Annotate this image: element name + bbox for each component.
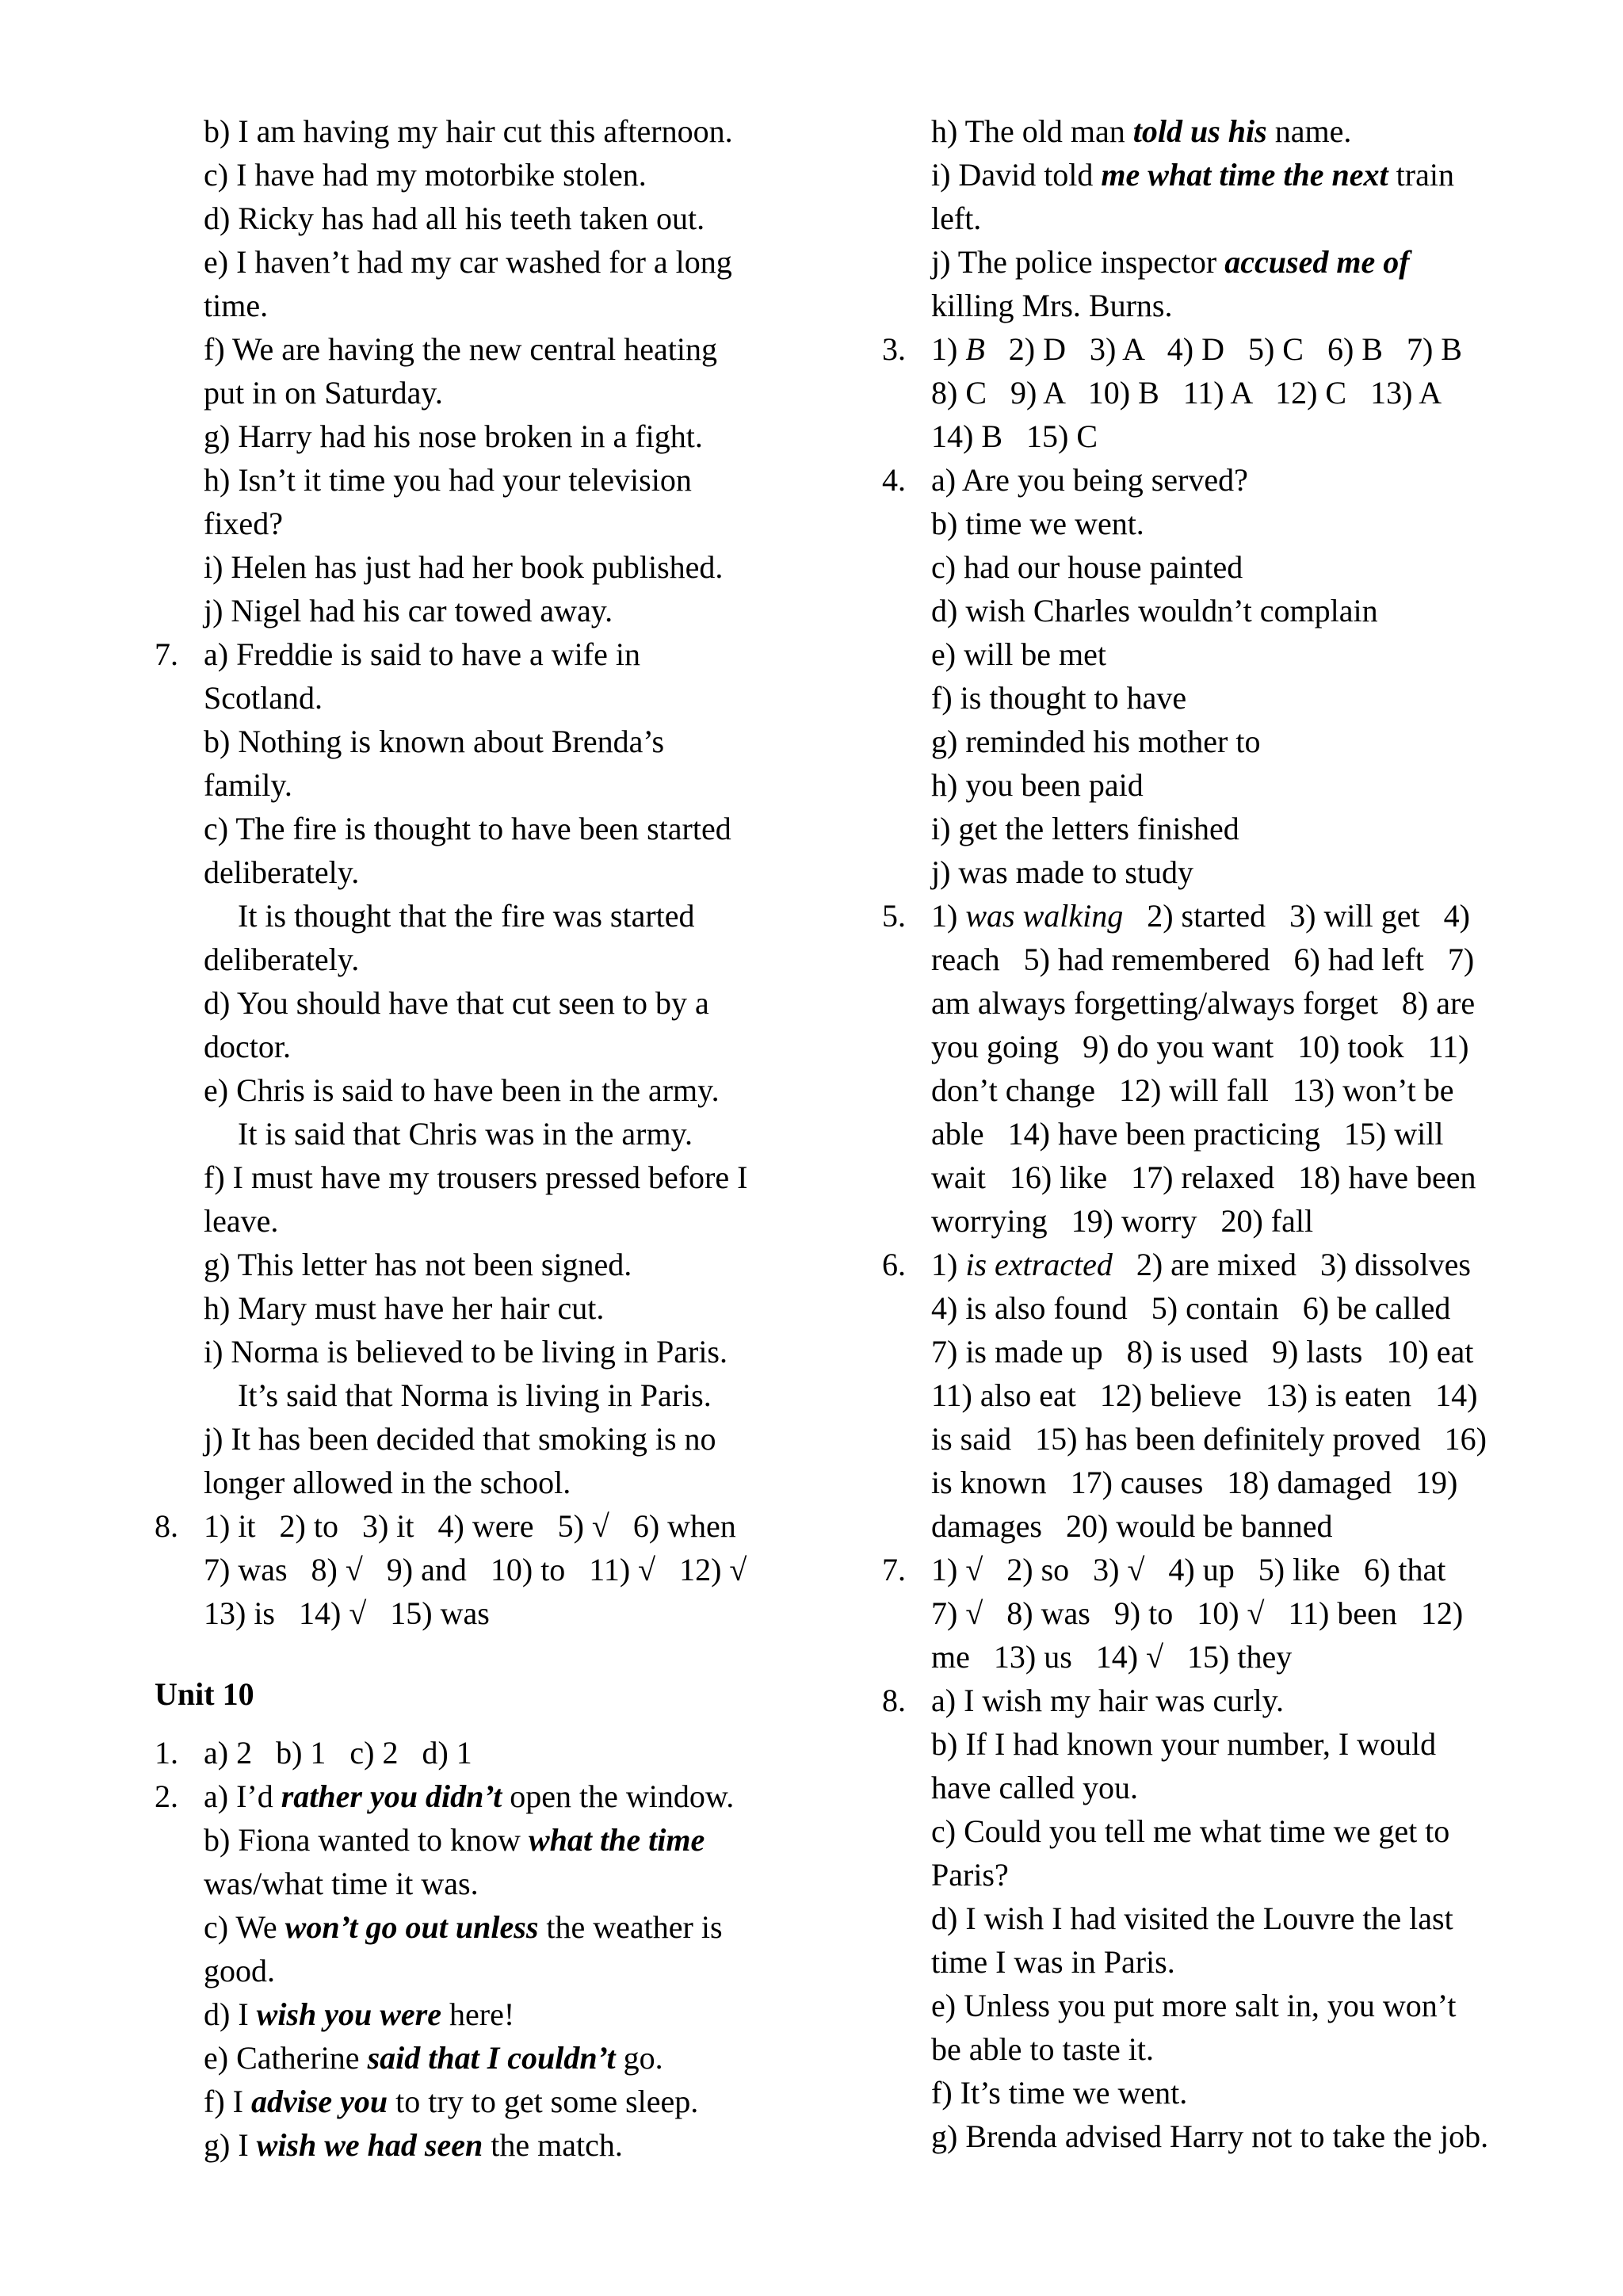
answer-line: doctor. xyxy=(204,1029,291,1064)
answer-text: i) David told xyxy=(931,157,1102,193)
answer-line: family. xyxy=(204,767,292,803)
answer-line xyxy=(882,894,1532,938)
answer-line xyxy=(155,1731,796,1775)
answer-key-phrase: me what time the next xyxy=(1101,157,1388,193)
left-column xyxy=(155,109,796,2167)
answer-line: c) had our house painted xyxy=(931,549,1243,585)
answer-line: put in on Saturday. xyxy=(204,375,443,411)
answer-text: j) The police inspector xyxy=(931,244,1225,280)
answer-text: here! xyxy=(441,1996,515,2032)
answer-line: time I was in Paris. xyxy=(931,1944,1175,1980)
unit10-exercise-1 xyxy=(155,1731,796,1775)
answer-line: me 13) us 14) √ 15) they xyxy=(931,1639,1293,1675)
answer-line: was/what time it was. xyxy=(204,1866,479,1901)
answer-line: f) is thought to have xyxy=(931,680,1187,716)
answer-text: a) I wish my hair was curly. xyxy=(931,1683,1285,1718)
answer-text: e) Catherine xyxy=(204,2040,368,2076)
answer-line: d) I wish I had visited the Louvre the last xyxy=(931,1901,1453,1936)
answer-text: 1) √ 2) so 3) √ 4) up 5) like 6) that xyxy=(931,1552,1446,1587)
answer-line: fixed? xyxy=(204,506,283,541)
answer-line: worrying 19) worry 20) fall xyxy=(931,1203,1314,1239)
answer-text: to try to get some sleep. xyxy=(388,2084,699,2119)
answer-line: wait 16) like 17) relaxed 18) have been xyxy=(931,1159,1476,1195)
answer-line: 7) √ 8) was 9) to 10) √ 11) been 12) xyxy=(931,1595,1464,1631)
answer-line: 7) was 8) √ 9) and 10) to 11) √ 12) √ xyxy=(204,1552,747,1587)
exercise-number: 8. xyxy=(882,1683,906,1718)
answer-line: i) Norma is believed to be living in Paris. xyxy=(204,1334,727,1370)
answer-line: j) It has been decided that smoking is no xyxy=(204,1421,716,1457)
answer-line: f) We are having the new central heating xyxy=(204,331,717,367)
answer-line-alt: It is thought that the fire was started xyxy=(238,898,695,934)
answer-line: you going 9) do you want 10) took 11) xyxy=(931,1029,1469,1064)
answer-line: i) get the letters finished xyxy=(931,811,1239,846)
answer-key-phrase: said that I couldn’t xyxy=(367,2040,616,2076)
answer-line xyxy=(155,1905,796,1949)
answer-line: left. xyxy=(931,201,982,236)
exercise-number: 6. xyxy=(882,1247,906,1282)
answer-line: is known 17) causes 18) damaged 19) xyxy=(931,1465,1458,1500)
answer-line: 14) B 15) C xyxy=(931,418,1098,454)
answer-line: don’t change 12) will fall 13) won’t be xyxy=(931,1072,1454,1108)
answer-text: the match. xyxy=(483,2127,623,2163)
answer-line xyxy=(882,153,1532,197)
answer-line: deliberately. xyxy=(204,854,360,890)
answer-line: 4) is also found 5) contain 6) be called xyxy=(931,1290,1451,1326)
answer-key-phrase: won’t go out unless xyxy=(285,1909,539,1945)
answer-line: am always forgetting/always forget 8) are xyxy=(931,985,1476,1021)
answer-line: c) I have had my motorbike stolen. xyxy=(204,157,647,193)
answer-line: e) I haven’t had my car washed for a long xyxy=(204,244,732,280)
answer-line: reach 5) had remembered 6) had left 7) xyxy=(931,942,1475,977)
answer-line: g) Brenda advised Harry not to take the job. xyxy=(931,2118,1489,2154)
answer-text: 1) xyxy=(931,898,966,934)
answer-line: 8) C 9) A 10) B 11) A 12) C 13) A xyxy=(931,375,1442,411)
answer-line-alt: It’s said that Norma is living in Paris. xyxy=(238,1377,712,1413)
answer-key-phrase: accused me of xyxy=(1224,244,1410,280)
answer-line: have called you. xyxy=(931,1770,1138,1805)
answer-line: b) I am having my hair cut this afternoon. xyxy=(204,113,733,149)
answer-line xyxy=(882,240,1532,284)
answer-line: longer allowed in the school. xyxy=(204,1465,571,1500)
example-answer: was walking xyxy=(965,898,1124,934)
unit10-exercise-2 xyxy=(155,1775,796,2167)
answer-text: 1) it 2) to 3) it 4) were 5) √ 6) when xyxy=(204,1508,736,1544)
answer-line: c) Could you tell me what time we get to xyxy=(931,1813,1450,1849)
exercise-number: 1. xyxy=(155,1735,178,1771)
answer-line: j) was made to study xyxy=(931,854,1194,890)
right-column xyxy=(882,109,1532,2158)
answer-line: leave. xyxy=(204,1203,279,1239)
answer-line xyxy=(155,1775,796,1818)
unit10-exercise-8 xyxy=(882,1679,1532,2158)
answer-text: a) 2 b) 1 c) 2 d) 1 xyxy=(204,1735,472,1771)
unit10-exercise-4 xyxy=(882,458,1532,894)
answer-line: h) Isn’t it time you had your television xyxy=(204,462,692,498)
exercise-number: 5. xyxy=(882,898,906,934)
answer-text: a) I’d xyxy=(204,1778,281,1814)
answer-line: d) You should have that cut seen to by a xyxy=(204,985,709,1021)
answer-line xyxy=(155,2080,796,2123)
answer-line: d) wish Charles wouldn’t complain xyxy=(931,593,1378,628)
answer-line: i) Helen has just had her book published. xyxy=(204,549,724,585)
unit10-exercise-2-continued xyxy=(882,109,1532,327)
answer-line: b) If I had known your number, I would xyxy=(931,1726,1437,1762)
answer-line: d) Ricky has had all his teeth taken out. xyxy=(204,201,705,236)
answer-text: c) We xyxy=(204,1909,285,1945)
answer-text: 2) started 3) will get 4) xyxy=(1123,898,1470,934)
exercise-number: 8. xyxy=(155,1508,178,1544)
answer-line: Paris? xyxy=(931,1857,1009,1893)
example-answer: is extracted xyxy=(965,1247,1113,1282)
answer-line xyxy=(155,1504,796,1548)
exercise-8 xyxy=(155,1504,796,1635)
answer-text: train xyxy=(1388,157,1454,193)
answer-line: 11) also eat 12) believe 13) is eaten 14) xyxy=(931,1377,1478,1413)
answer-line: is said 15) has been definitely proved 16) xyxy=(931,1421,1487,1457)
answer-line: be able to taste it. xyxy=(931,2031,1155,2067)
answer-text: b) Fiona wanted to know xyxy=(204,1822,529,1858)
answer-line: time. xyxy=(204,288,269,323)
answer-text: f) I xyxy=(204,2084,251,2119)
answer-text: 2) D 3) A 4) D 5) C 6) B 7) B xyxy=(984,331,1462,367)
exercise-number: 7. xyxy=(882,1552,906,1587)
answer-line: good. xyxy=(204,1953,275,1988)
answer-line xyxy=(155,2036,796,2080)
unit10-exercise-7 xyxy=(882,1548,1532,1679)
answer-line: e) Chris is said to have been in the army. xyxy=(204,1072,720,1108)
answer-key-phrase: advise you xyxy=(250,2084,388,2119)
unit10-exercise-6 xyxy=(882,1243,1532,1548)
answer-text: d) I xyxy=(204,1996,257,2032)
answer-text: name. xyxy=(1266,113,1352,149)
answer-line: e) will be met xyxy=(931,636,1107,672)
answer-line-alt: It is said that Chris was in the army. xyxy=(238,1116,693,1152)
answer-text: the weather is xyxy=(538,1909,723,1945)
answer-line: f) I must have my trousers pressed before I xyxy=(204,1159,748,1195)
answer-text: g) I xyxy=(204,2127,257,2163)
spacer xyxy=(155,1635,796,1672)
answer-line: g) Harry had his nose broken in a fight. xyxy=(204,418,703,454)
answer-text: 1) xyxy=(931,1247,966,1282)
answer-line xyxy=(882,1243,1532,1286)
answer-line xyxy=(155,2123,796,2167)
answer-line xyxy=(155,1992,796,2036)
answer-text: h) The old man xyxy=(931,113,1133,149)
unit10-exercise-3 xyxy=(882,327,1532,458)
answer-line xyxy=(155,1818,796,1862)
answer-line: b) time we went. xyxy=(931,506,1144,541)
unit-heading: Unit 10 xyxy=(155,1676,254,1712)
answer-line: e) Unless you put more salt in, you won’t xyxy=(931,1988,1457,2023)
answer-key-phrase: rather you didn’t xyxy=(281,1778,502,1814)
answer-key-phrase: wish you were xyxy=(256,1996,441,2032)
answer-line: f) It’s time we went. xyxy=(931,2075,1188,2111)
answer-text: go. xyxy=(615,2040,663,2076)
answer-text: 1) xyxy=(931,331,966,367)
answer-text: open the window. xyxy=(502,1778,735,1814)
answer-line: j) Nigel had his car towed away. xyxy=(204,593,613,628)
answer-line: 7) is made up 8) is used 9) lasts 10) eat xyxy=(931,1334,1474,1370)
answer-line xyxy=(882,109,1532,153)
answer-line: g) This letter has not been signed. xyxy=(204,1247,632,1282)
answer-key-phrase: what the time xyxy=(528,1822,705,1858)
spacer xyxy=(155,1716,796,1731)
answer-line xyxy=(155,632,796,676)
answer-line: h) Mary must have her hair cut. xyxy=(204,1290,605,1326)
answer-key-phrase: wish we had seen xyxy=(256,2127,483,2163)
answer-line: damages 20) would be banned xyxy=(931,1508,1333,1544)
answer-line: b) Nothing is known about Brenda’s xyxy=(204,724,665,759)
exercise-6-continued xyxy=(155,109,796,632)
answer-line: killing Mrs. Burns. xyxy=(931,288,1173,323)
exercise-number: 2. xyxy=(155,1778,178,1814)
answer-line: 13) is 14) √ 15) was xyxy=(204,1595,490,1631)
example-answer: B xyxy=(965,331,985,367)
answer-line xyxy=(882,327,1532,371)
answer-line: h) you been paid xyxy=(931,767,1144,803)
answer-line: able 14) have been practicing 15) will xyxy=(931,1116,1444,1152)
answer-text: a) Are you being served? xyxy=(931,462,1248,498)
unit10-exercise-5 xyxy=(882,894,1532,1243)
answer-line: deliberately. xyxy=(204,942,360,977)
exercise-number: 4. xyxy=(882,462,906,498)
exercise-number: 3. xyxy=(882,331,906,367)
exercise-7 xyxy=(155,632,796,1504)
exercise-number: 7. xyxy=(155,636,178,672)
answer-line xyxy=(882,458,1532,502)
answer-line: Scotland. xyxy=(204,680,323,716)
answer-text: 2) are mixed 3) dissolves xyxy=(1112,1247,1471,1282)
answer-key-phrase: told us his xyxy=(1132,113,1267,149)
answer-line: c) The fire is thought to have been started xyxy=(204,811,731,846)
answer-line xyxy=(882,1548,1532,1591)
answer-line xyxy=(882,1679,1532,1722)
answer-line: g) reminded his mother to xyxy=(931,724,1261,759)
answer-text: a) Freddie is said to have a wife in xyxy=(204,636,640,672)
